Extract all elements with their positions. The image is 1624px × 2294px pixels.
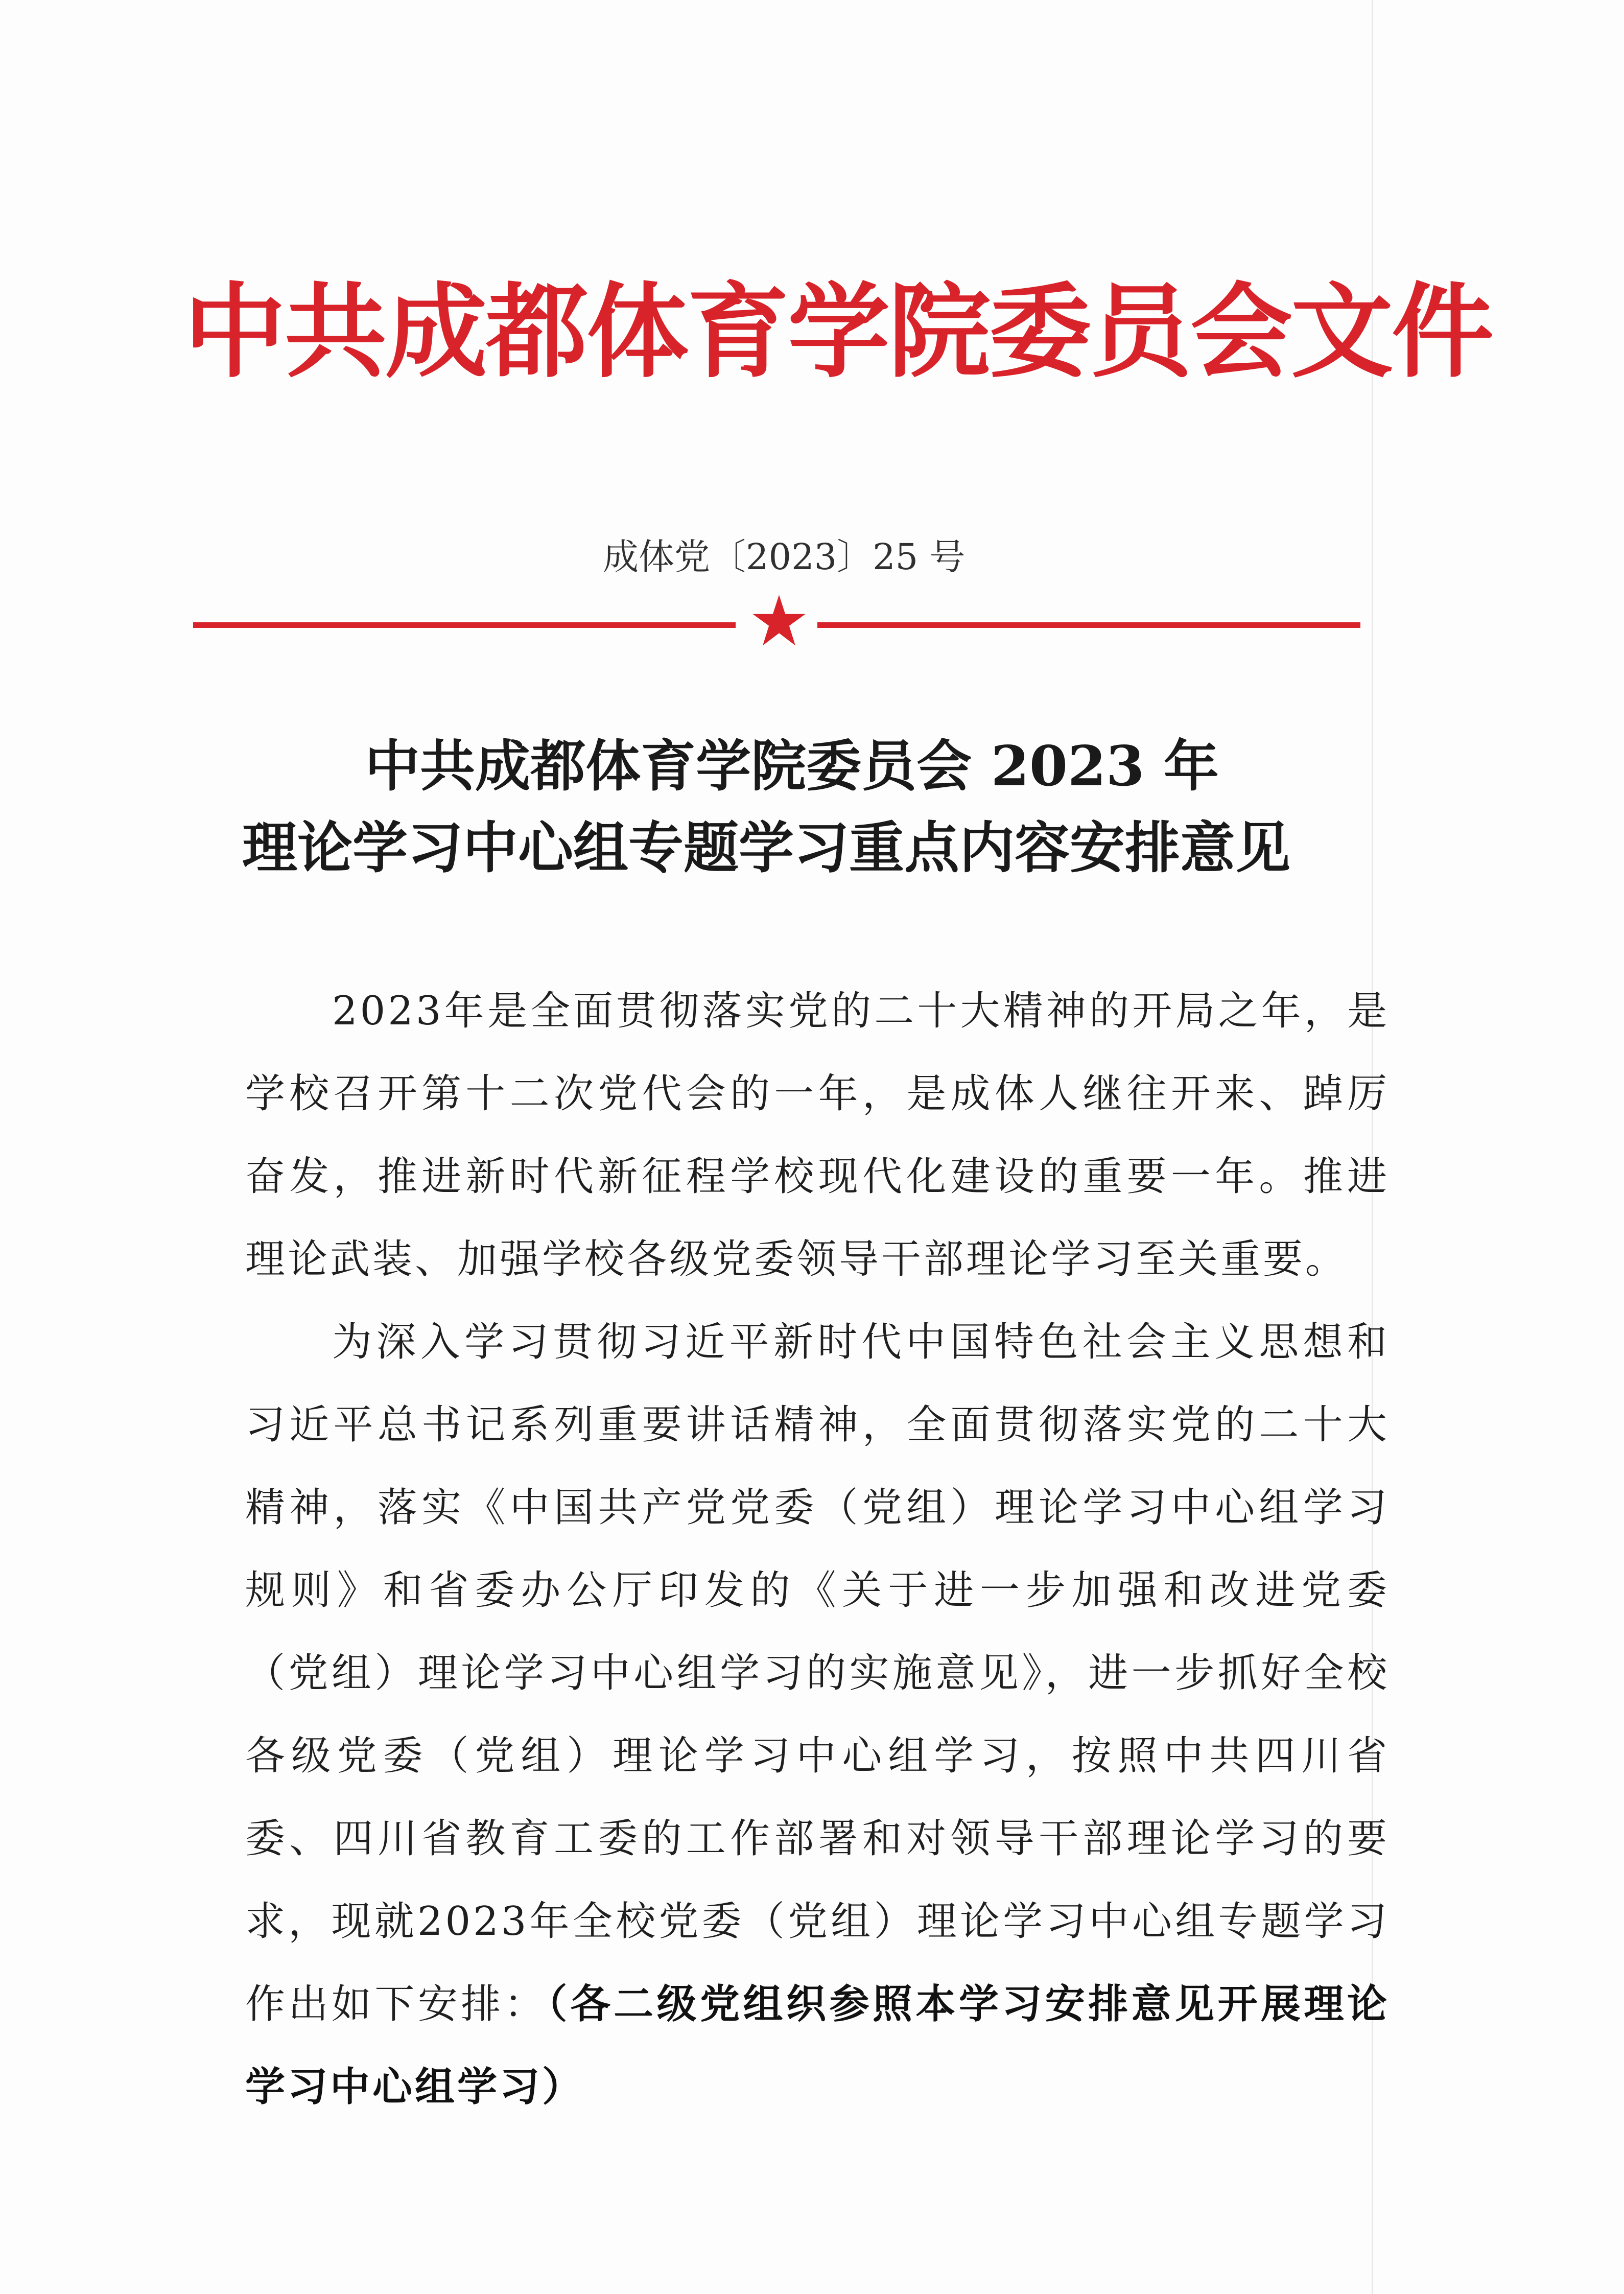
red-divider-left (193, 622, 736, 628)
document-body (245, 970, 1390, 2128)
body-paragraph-1: 2023年是全面贯彻落实党的二十大精神的开局之年，是学校召开第十二次党代会的一年，是成体人继往开来、踔厉奋发，推进新时代新征程学校现代化建设的重要一年。推进理论武装、加强学校各级党委领导干部理论学习至关重要。 (245, 988, 1390, 1282)
body-paragraph-2-bold-note: （各二级党组织参照本学习安排意见开展理论学习中心组学习） (245, 1981, 1390, 2110)
document-number: 成体党〔2023〕25 号 (603, 536, 966, 578)
document-title-line-2: 理论学习中心组专题学习重点内容安排意见 (242, 816, 1290, 880)
body-paragraph-2-text: 为深入学习贯彻习近平新时代中国特色社会主义思想和习近平总书记系列重要讲话精神，全面贯彻落实党的二十大精神，落实《中国共产党党委（党组）理论学习中心组学习规则》和省委办公厅印发的《关于进一步加强和改进党委（党组）理论学习中心组学习的实施意见》，进一步抓好全校各级党委（党组）理论学习中心组学习，按照中共四川省委、四川省教育工委的工作部署和对领导干部理论学习的要求，现就2023年全校党委（党组）理论学习中心组专题学习作出如下安排： (245, 1319, 1390, 2027)
red-divider-right (817, 622, 1360, 628)
document-title-line-1: 中共成都体育学院委员会 2023 年 (365, 734, 1219, 799)
document-masthead: 中共成都体育学院委员会文件 (184, 272, 1493, 392)
star-icon (751, 593, 807, 649)
body-paragraph-2 (245, 1301, 1390, 2128)
